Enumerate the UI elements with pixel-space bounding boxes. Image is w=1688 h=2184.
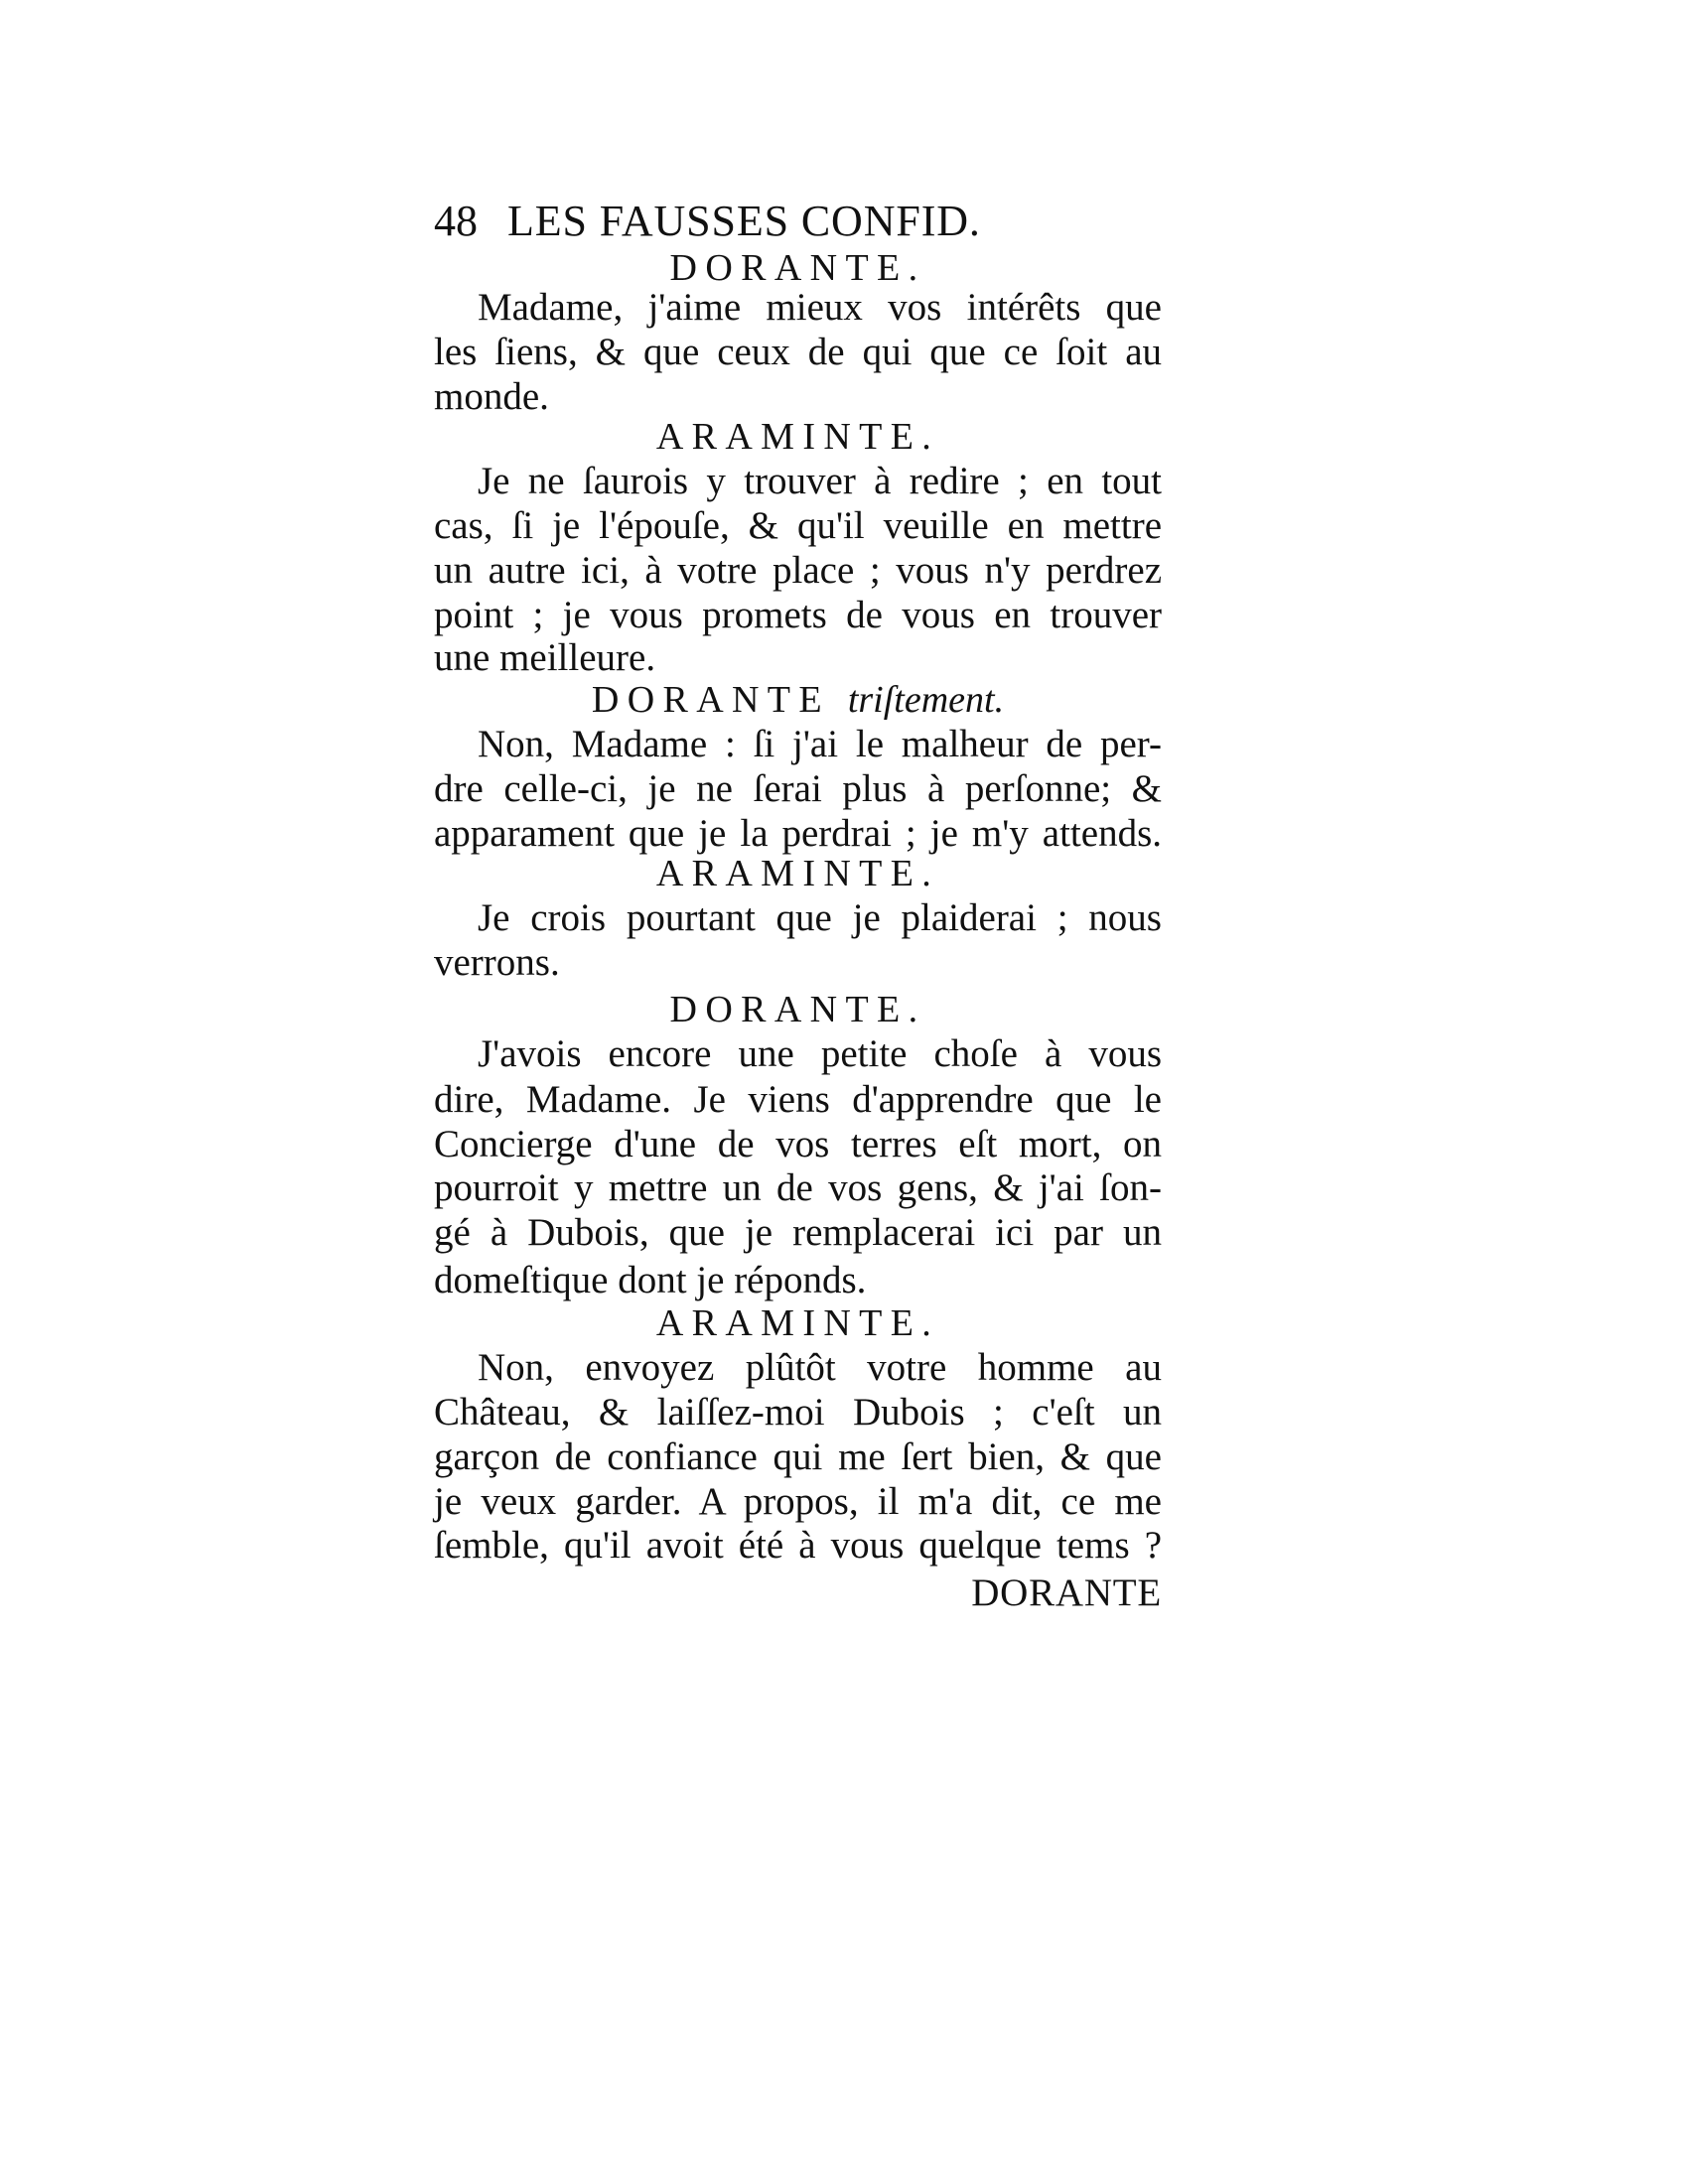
- text-line: dire, Madame. Je viens d'apprendre que le: [434, 1078, 1162, 1121]
- speaker-line: [434, 675, 1162, 725]
- text-line: Non, Madame : ſi j'ai le malheur de per-: [478, 723, 1162, 765]
- text-line: Concierge d'une de vos terres eſt mort, on: [434, 1123, 1162, 1165]
- text-line: Château, & laiſſez-moi Dubois ; c'eſt un: [434, 1391, 1162, 1433]
- speaker-name: DORANTE.: [669, 989, 926, 1030]
- text-line: J'avois encore une petite choſe à vous: [478, 1032, 1162, 1075]
- text-line: ſemble, qu'il avoit été à vous quelque tems ?: [434, 1524, 1162, 1567]
- speaker-name: ARAMINTE.: [655, 1302, 940, 1344]
- text-line: gé à Dubois, que je remplacerai ici par un: [434, 1211, 1162, 1254]
- text-line: apparament que je la perdrai ; je m'y attends.: [434, 812, 1162, 855]
- page-header: [434, 197, 1162, 246]
- speaker-name: DORANTE: [591, 679, 830, 721]
- page-number: 48: [434, 197, 478, 245]
- text-line: je veux garder. A propos, il m'a dit, ce me: [434, 1480, 1162, 1523]
- text-line: monde.: [434, 375, 549, 418]
- stage-direction: triſtement.: [847, 679, 1005, 721]
- running-title: LES FAUSSES CONFID.: [507, 197, 981, 245]
- text-line: cas, ſi je l'épouſe, & qu'il veuille en mettre: [434, 504, 1162, 547]
- text-line: domeſtique dont je réponds.: [434, 1259, 867, 1301]
- text-line: Je ne ſaurois y trouver à redire ; en tout: [478, 460, 1162, 502]
- text-line: point ; je vous promets de vous en trouver: [434, 594, 1162, 636]
- text-line: un autre ici, à votre place ; vous n'y perdrez: [434, 549, 1162, 592]
- speaker-name: ARAMINTE.: [655, 416, 940, 458]
- text-line: Je crois pourtant que je plaiderai ; nous: [478, 896, 1162, 939]
- text-line: Madame, j'aime mieux vos intérêts que: [478, 286, 1162, 329]
- text-line: verrons.: [434, 941, 560, 984]
- text-line: garçon de confiance qui me ſert bien, & que: [434, 1435, 1162, 1478]
- catchword: DORANTE: [971, 1571, 1162, 1614]
- text-line: dre celle-ci, je ne ſerai plus à perſonne; &: [434, 767, 1162, 810]
- text-line: une meilleure.: [434, 636, 656, 679]
- speaker-name: DORANTE.: [669, 247, 926, 289]
- text-line: Non, envoyez plûtôt votre homme au: [478, 1346, 1162, 1389]
- text-line: les ſiens, & que ceux de qui que ce ſoit au: [434, 331, 1162, 373]
- speaker-name: ARAMINTE.: [655, 853, 940, 894]
- text-line: pourroit y mettre un de vos gens, & j'ai ſon-: [434, 1166, 1162, 1209]
